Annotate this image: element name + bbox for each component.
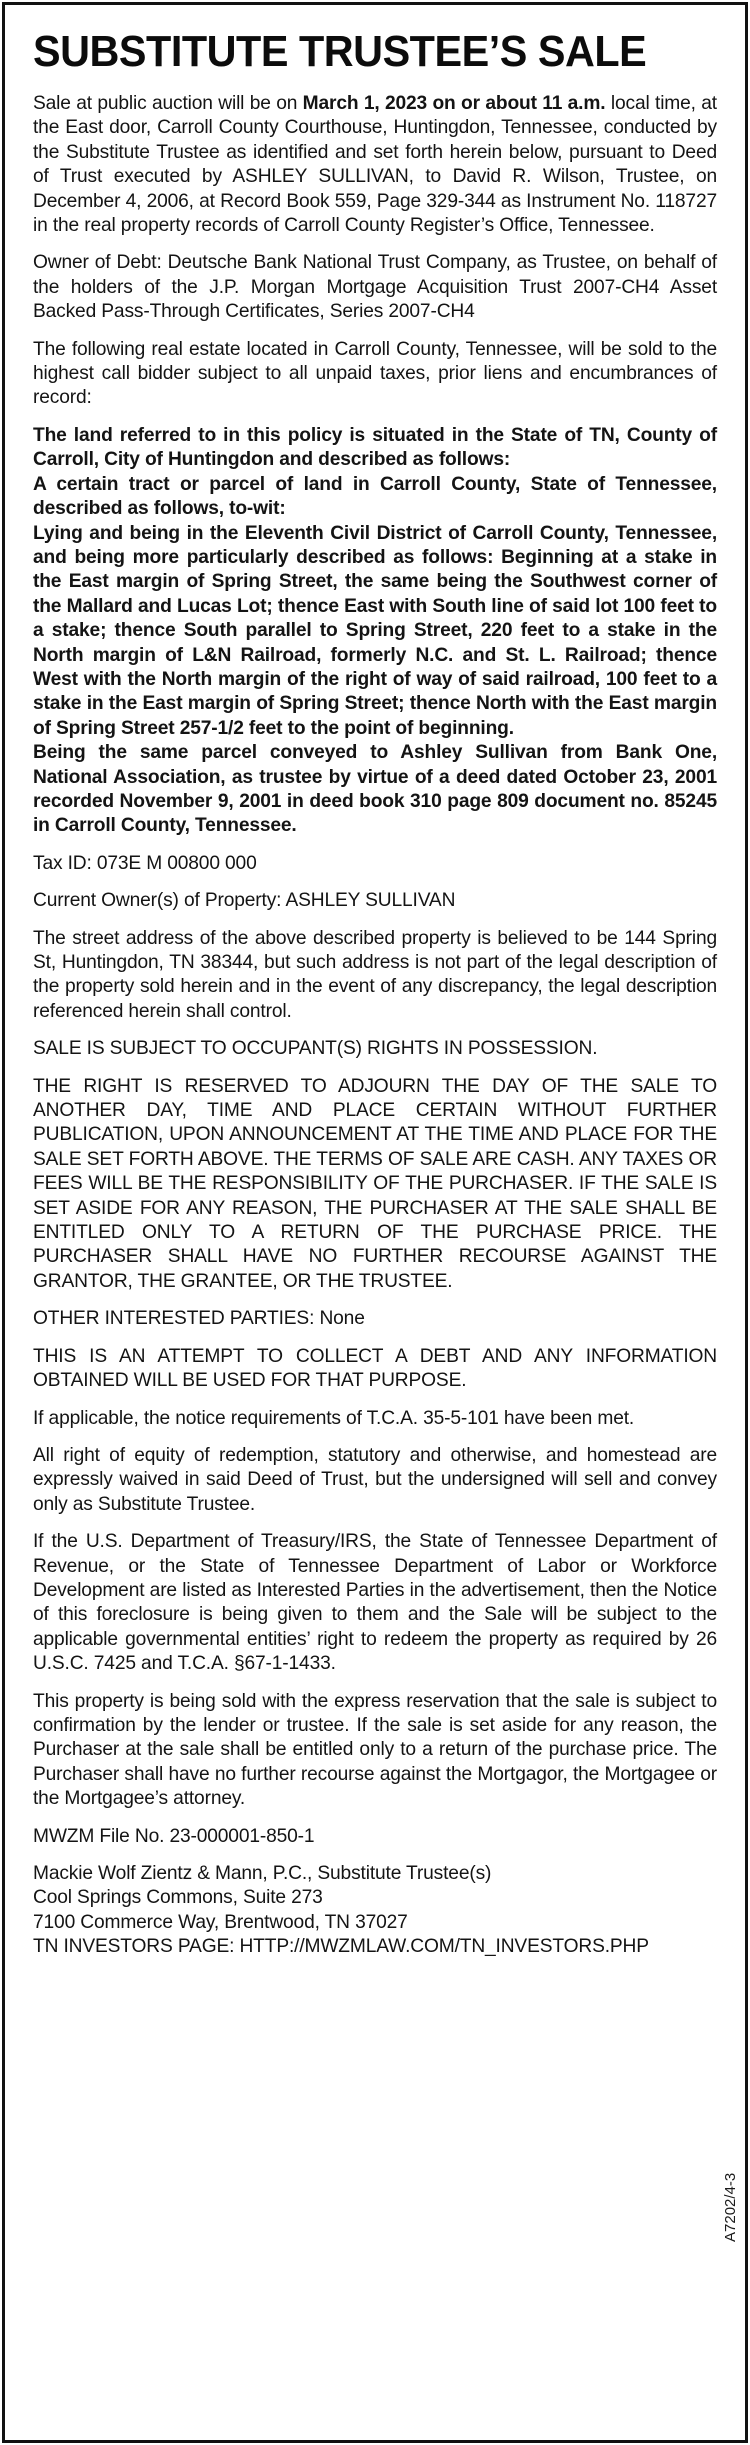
contact-address: 7100 Commerce Way, Brentwood, TN 37027: [33, 1911, 408, 1933]
other-parties: OTHER INTERESTED PARTIES: None: [33, 1308, 365, 1330]
legal-line-bounds: Lying and being in the Eleventh Civil District of Carroll County, Tennessee, and being more particularly described as follows: Beginning at a stake in the East margin of Spring Street, the same being the Southwest corner of the Mallard and Lucas Lot; thence East with South line of said lot 100 feet to a stake; thence South parallel to Spring Street, 220 feet to a stake in the North margin of L&N Railroad, formerly N.C. and St. L. Railroad; thence West with the North margin of the right of way of said railroad, 100 feet to a stake in the East margin of Spring Street; thence North with the East margin of Spring Street 257-1/2 feet to the point of beginning.: [33, 522, 717, 739]
contact-investors-page: TN INVESTORS PAGE: HTTP://MWZMLAW.COM/TN_INVESTORS.PHP: [33, 1936, 649, 1958]
intro-lead: Sale at public auction will be on: [33, 93, 303, 114]
contact-suite: Cool Springs Commons, Suite 273: [33, 1887, 323, 1909]
legal-line-policy: The land referred to in this policy is situated in the State of TN, County of Carroll, City of Huntingdon and described as follows:: [33, 424, 717, 471]
occupants-notice: SALE IS SUBJECT TO OCCUPANT(S) RIGHTS IN POSSESSION.: [33, 1038, 598, 1060]
street-address-paragraph: The street address of the above described property is believed to be 144 Spring St, Huntingdon, TN 38344, but such address is not part of the legal description of the property sold herein and in the event of any discrepancy, the legal description referenced herein shall control.: [33, 927, 717, 1022]
equity-paragraph: All right of equity of redemption, statutory and otherwise, and homestead are expressly waived in said Deed of Trust, but the undersigned will sell and convey only as Substitute Trustee.: [33, 1444, 717, 1515]
intro-rest: local time, at the East door, Carroll County Courthouse, Huntingdon, Tennessee, conducted by the Substitute Trustee as identified and set forth herein below, pursuant to Deed of Trust executed by ASHLEY SULLIVAN, to David R. Wilson, Trustee, on December 4, 2006, at Record Book 559, Page 329-344 as Instrument No. 118727 in the real property records of Carroll County Register’s Office, Tennessee.: [33, 93, 717, 237]
real-estate-paragraph: The following real estate located in Carroll County, Tennessee, will be sold to the highest call bidder subject to all unpaid taxes, prior liens and encumbrances of record:: [33, 338, 717, 409]
tax-id: Tax ID: 073E M 00800 000: [33, 852, 257, 874]
notice-body: [33, 22, 717, 1960]
sale-date: March 1, 2023 on or about 11 a.m.: [302, 93, 606, 114]
notice-title: SUBSTITUTE TRUSTEE’S SALE: [33, 27, 647, 76]
tca-notice: If applicable, the notice requirements of T.C.A. 35-5-101 have been met.: [33, 1407, 635, 1429]
debt-collection-notice: THIS IS AN ATTEMPT TO COLLECT A DEBT AND ANY INFORMATION OBTAINED WILL BE USED FOR THAT PURPOSE.: [33, 1345, 717, 1392]
contact-firm: Mackie Wolf Zientz & Mann, P.C., Substitute Trustee(s): [33, 1863, 492, 1884]
current-owner: Current Owner(s) of Property: ASHLEY SULLIVAN: [33, 890, 456, 912]
legal-line-tract: A certain tract or parcel of land in Carroll County, State of Tennessee, described as follows, to-wit:: [33, 473, 717, 520]
right-reserved-paragraph: THE RIGHT IS RESERVED TO ADJOURN THE DAY OF THE SALE TO ANOTHER DAY, TIME AND PLACE CERTAIN WITHOUT FURTHER PUBLICATION, UPON ANNOUNCEMENT AT THE TIME AND PLACE FOR THE SALE SET FORTH ABOVE. THE TERMS OF SALE ARE CASH. ANY TAXES OR FEES WILL BE THE RESPONSIBILITY OF THE PURCHASER. IF THE SALE IS SET ASIDE FOR ANY REASON, THE PURCHASER AT THE SALE SHALL BE ENTITLED ONLY TO A RETURN OF THE PURCHASE PRICE. THE PURCHASER SHALL HAVE NO FURTHER RECOURSE AGAINST THE GRANTOR, THE GRANTEE, OR THE TRUSTEE.: [33, 1075, 717, 1292]
trustee-contact: [33, 1862, 717, 1960]
file-number: MWZM File No. 23-000001-850-1: [33, 1825, 315, 1847]
intro-paragraph: [33, 92, 717, 238]
owner-of-debt: Owner of Debt: Deutsche Bank National Trust Company, as Trustee, on behalf of the holders of the J.P. Morgan Mortgage Acquisition Trust 2007-CH4 Asset Backed Pass-Through Certificates, Series 2007-CH4: [33, 252, 717, 323]
ad-code: A7202/4-3: [722, 2172, 739, 2242]
irs-paragraph: If the U.S. Department of Treasury/IRS, the State of Tennessee Department of Revenue, or the State of Tennessee Department of Labor or Workforce Development are listed as Interested Parties in the advertisement, then the Notice of this foreclosure is being given to them and the Sale will be subject to the applicable governmental entities’ right to redeem the property as required by 26 U.S.C. 7425 and T.C.A. §67-1-1433.: [33, 1531, 717, 1675]
reservation-paragraph: This property is being sold with the express reservation that the sale is subject to confirmation by the lender or trustee. If the sale is set aside for any reason, the Purchaser at the sale shall be entitled only to a return of the purchase price. The Purchaser shall have no further recourse against the Mortgagor, the Mortgagee or the Mortgagee’s attorney.: [33, 1690, 717, 1810]
legal-line-conveyance: Being the same parcel conveyed to Ashley Sullivan from Bank One, National Association, as trustee by virtue of a deed dated October 23, 2001 recorded November 9, 2001 in deed book 310 page 809 document no. 85245 in Carroll County, Tennessee.: [33, 742, 717, 837]
legal-description: [33, 424, 717, 839]
